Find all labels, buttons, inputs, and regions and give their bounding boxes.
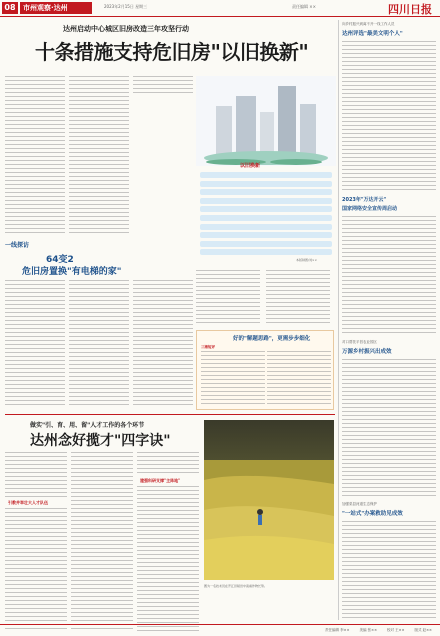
sidebar-divider: [338, 20, 339, 620]
sidebar-3-body: [342, 359, 436, 497]
measure-bar: [200, 215, 332, 221]
sub-story-body-col-4: [196, 270, 260, 326]
talent-story-headline: 达州念好揽才"四字诀": [30, 433, 171, 449]
sidebar-story-2: [342, 196, 438, 336]
sidebar-3-kicker: 对口帮扶平昌农业园区: [342, 340, 377, 344]
footer-item: 责任编辑 李××: [325, 628, 350, 632]
sidebar-4-body: [342, 521, 436, 621]
page-number-badge: 08: [2, 2, 18, 14]
sidebar-1-kicker: 向乡村振兴到离不开一线工作人员: [342, 22, 395, 26]
talent-story-kicker: 做实"引、育、用、留"人才工作的各个环节: [30, 422, 145, 429]
issue-date: 2023年2月15日 星期三: [104, 4, 148, 9]
measure-bar: [200, 172, 332, 178]
rice-field-image: [204, 420, 334, 580]
talent-subhead-2: 建强科研支撑"主阵地": [140, 478, 181, 483]
measure-bar: [200, 181, 332, 187]
measure-bar: [200, 206, 332, 212]
top-story-body-col-2: [69, 76, 129, 236]
editor-line: 责任编辑 ××: [292, 4, 316, 9]
top-story-body-col-1: [5, 76, 65, 236]
sidebar-1-body: [342, 41, 436, 191]
talent-body-col-2: [71, 452, 133, 632]
top-story-headline: [35, 36, 308, 65]
headline-part-1: 十条措施支持危旧房: [35, 40, 211, 64]
measure-bar: [200, 198, 332, 204]
talent-subhead-1: 引教并举壮大人才队伍: [8, 500, 48, 505]
footer-item: 版式 赵××: [414, 628, 432, 632]
footer-item: 美编 张××: [359, 628, 378, 632]
commentary-body-2: [267, 351, 331, 407]
talent-body-col-1b: [5, 508, 67, 632]
paper-logo: 四川日报: [388, 3, 432, 16]
commentary-box: [196, 330, 334, 410]
photo-caption: 图为一名技术员在开江县稻田中查看作物长势。: [204, 584, 268, 588]
sub-story-kicker: 一线探访: [5, 242, 30, 249]
infographic-caption: 本版制图/刘××: [296, 258, 318, 262]
sub-story-title: 危旧房置换"有电梯的家": [22, 267, 122, 277]
sub-story-body-col-3: [133, 280, 193, 408]
sidebar-2-body: [342, 216, 436, 336]
sidebar-1-headline: 达州评选"最美文明个人": [342, 31, 403, 37]
headline-part-2: "以旧换新": [210, 40, 309, 64]
measure-bar: [200, 189, 332, 195]
measure-bar: [200, 241, 332, 247]
talent-body-col-3a: [137, 452, 199, 476]
sidebar-2-kicker: 2023年"万达开云": [342, 197, 387, 203]
infographic-title: 以旧换新: [240, 163, 261, 169]
measures-list: [200, 172, 332, 260]
sidebar-3-headline: 万源乡村振兴出成效: [342, 349, 392, 355]
rice-field-photo: [204, 420, 334, 580]
commentary-title: 好的"解题思路"，更需步步细化: [233, 336, 311, 342]
commentary-body-1: [201, 351, 265, 407]
talent-body-col-1: [5, 452, 67, 498]
sidebar-2-headline: 国家网络安全宣传周启动: [342, 206, 398, 212]
sub-story-title-number: 64变2: [46, 255, 74, 265]
measure-bar: [200, 232, 332, 238]
sidebar-4-kicker: 加强渠县河道生态保护: [342, 502, 377, 506]
footer-item: 校对 王××: [387, 628, 405, 632]
masthead: [0, 0, 440, 17]
sidebar-4-headline: "一站式"办案救助见成效: [342, 511, 403, 517]
section-tab: 市州观察·达州: [20, 2, 92, 14]
sub-story-body-col-1: [5, 280, 65, 408]
measure-bar: [200, 224, 332, 230]
measure-bar: [200, 249, 332, 255]
talent-body-col-3: [137, 486, 199, 632]
sidebar-story-1: [342, 22, 438, 192]
footer-bar: [0, 624, 440, 636]
buildings-illustration: [196, 76, 336, 166]
top-story-kicker: 达州启动中心城区旧房改造三年攻坚行动: [63, 25, 189, 33]
top-story: [33, 22, 333, 70]
sub-story-body-col-2: [69, 280, 129, 408]
top-story-body-col-3: [133, 76, 193, 96]
sidebar-story-3: [342, 340, 438, 498]
sub-story-body-col-5: [266, 270, 330, 326]
commentary-tag: 三湘短评: [201, 345, 215, 349]
sidebar-story-4: [342, 502, 438, 620]
section-divider: [5, 414, 335, 415]
infographic: [196, 76, 336, 264]
